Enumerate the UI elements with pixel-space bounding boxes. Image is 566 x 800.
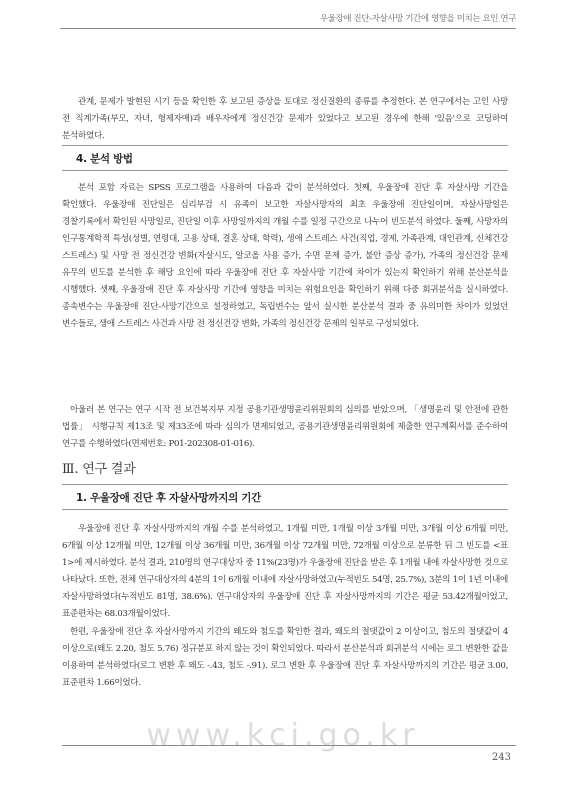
running-header: 우울장애 진단-자살사망 기간에 영향을 미치는 요인 연구 [319,14,516,24]
ethics-paragraph: 아울러 본 연구는 연구 시작 전 보건복지부 지정 공용기관생명윤리위원회의 심의를 받았으며, 「생명윤리 및 안전에 관한 법률」 시행규칙 제13조 및 제33조에 따라 심의가 면제되었고, 공용기관생명윤리위원회에 제출한 연구계획서를 준수하여 연구를 수행하였다(면제번호: P01-202308-01-016). [62,405,508,449]
section-4-top-rule [62,145,508,146]
chapter-3-heading: Ⅲ. 연구 결과 [62,462,136,477]
intro-paragraph: 관계, 문제가 발현된 시기 등을 확인한 후 보고된 증상을 토대로 정신질환의 종류를 추정한다. 본 연구에서는 고인 사망 전 직계가족(부모, 자녀, 형제자매)과 배우자에게 정신건강 문제가 있었다고 보고된 경우에 한해 '있음'으로 코딩하여 분석하였다. [62,97,508,141]
section-3-1-bottom-rule [62,509,508,510]
section-4-heading: 4. 분석 방법 [76,153,133,165]
results-period-paragraph: 우울장애 진단 후 자살사망까지의 개월 수를 분석하였고, 1개월 미만, 1개월 이상 3개월 미만, 3개월 이상 6개월 미만, 6개월 이상 12개월 미만, 12개월 이상 36개월 미만, 36개월 이상 72개월 미만, 72개월 이상으로 분류한 뒤 그 빈도를 <표 1>에 제시하였다. 분석 결과, 210명의 연구대상자 중 11%(23명)가 우울장애 진단을 받은 후 1개월 내에 자살사망한 것으로 나타났다. 또한, 전체 연구대상자의 4분의 1이 6개월 이내에 자살사망하였고(누적빈도 54명, 25.7%), 3분의 1이 1년 이내에 자살사망하였다(누적빈도 81명, 38.6%). 연구대상자의 우울장애 진단 후 자살사망까지의 기간은 평균 53.42개월이었고, 표준편차는 68.03개월이었다. [62,524,508,619]
section-3-1-top-rule [62,484,508,485]
page-number: 243 [491,752,511,763]
watermark: www.kci.go.kr [146,718,420,753]
header-rule [60,28,516,29]
skewness-kurtosis-paragraph: 한편, 우울장애 진단 후 자살사망까지 기간의 왜도와 첨도를 확인한 결과, 왜도의 절댓값이 2 이상이고, 첨도의 절댓값이 4 이상으로(왜도 2.20, 첨도 5.76) 정규분포 하지 않는 것이 확인되었다. 따라서 분산분석과 회귀분석 시에는 로그 변환한 값을 이용하여 분석하였다(로그 변환 후 왜도 -.43, 첨도 -.91). 로그 변환 후 우울장애 진단 후 자살사망까지의 기간은 평균 3.00, 표준편차 1.66이었다. [62,627,508,688]
section-3-1-heading: 1. 우울장애 진단 후 자살사망까지의 기간 [76,492,261,504]
footer-rule [62,745,516,746]
analysis-method-paragraph: 분석 포함 자료는 SPSS 프로그램을 사용하여 다음과 같이 분석하였다. 첫째, 우울장애 진단 후 자살사망 기간을 확인했다. 우울장애 진단일은 심리부검 시 유족이 보고한 자살사망자의 최초 우울장애 진단일이며, 자살사망일은 경찰기록에서 확인된 사망일로, 진단일 이후 사망일까지의 개월 수를 일정 구간으로 나누어 빈도분석 하였다. 둘째, 사망자의 인구통계학적 특성(성별, 연령대, 고용 상태, 결혼 상태, 학력), 생애 스트레스 사건(직업, 경제, 가족관계, 대인관계, 신체건강 스트레스) 및 사망 전 정신건강 변화(자살시도, 알코올 사용 증가, 수면 문제 증가, 불안 증상 증가), 가족의 정신건강 문제 유무의 빈도를 분석한 후 해당 요인에 따라 우울장애 진단 후 자살사망 기간에 차이가 있는지 확인하기 위해 분산분석을 시행했다. 셋째, 우울장애 진단 후 자살사망 기간에 영향을 미치는 위험요인을 확인하기 위해 다중 회귀분석을 실시하였다. 종속변수는 우울장애 진단-사망기간으로 설정하였고, 독립변수는 앞서 실시한 분산분석 결과 중 유의미한 차이가 있었던 변수들로, 생애 스트레스 사건과 사망 전 정신건강 변화, 가족의 정신건강 문제의 일부로 구성되었다. [62,183,508,329]
section-4-bottom-rule [62,170,508,171]
